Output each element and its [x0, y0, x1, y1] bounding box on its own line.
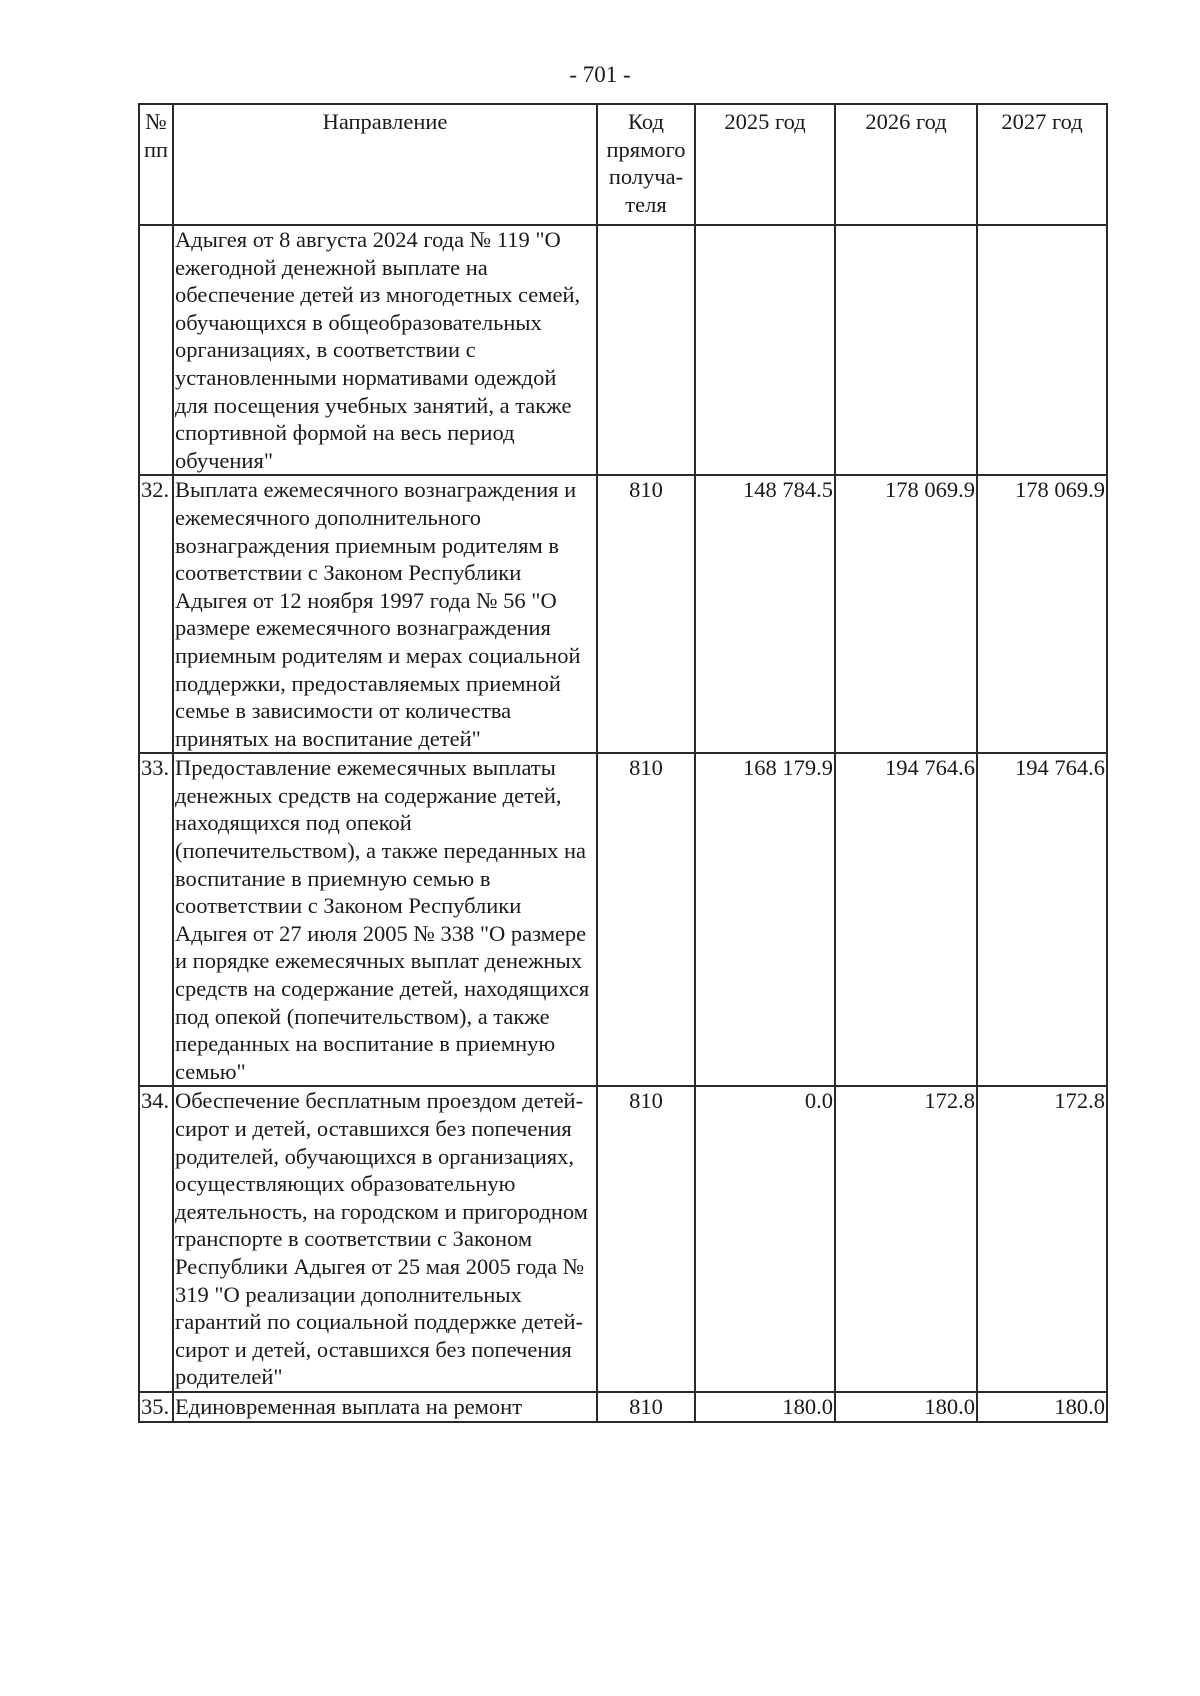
row-value-2025: [695, 225, 835, 475]
row-direction: Единовременная выплата на ремонт: [173, 1392, 597, 1422]
row-number: 33.: [139, 753, 173, 1086]
row-value-2027: 172.8: [977, 1086, 1107, 1392]
row-value-2027: 178 069.9: [977, 475, 1107, 753]
row-number: 34.: [139, 1086, 173, 1392]
header-direction: Направление: [173, 104, 597, 225]
row-value-2026: [835, 225, 977, 475]
table-row: [139, 475, 1107, 753]
row-value-2025: 0.0: [695, 1086, 835, 1392]
header-code: Код прямого получа-теля: [597, 104, 695, 225]
header-2027: 2027 год: [977, 104, 1107, 225]
row-code: 810: [597, 1086, 695, 1392]
table-header-row: [139, 104, 1107, 225]
row-number: [139, 225, 173, 475]
table-row: [139, 1392, 1107, 1422]
row-value-2026: 194 764.6: [835, 753, 977, 1086]
row-value-2025: 180.0: [695, 1392, 835, 1422]
row-value-2025: 148 784.5: [695, 475, 835, 753]
row-value-2026: 180.0: [835, 1392, 977, 1422]
row-code: 810: [597, 475, 695, 753]
header-num: № пп: [139, 104, 173, 225]
row-value-2026: 178 069.9: [835, 475, 977, 753]
row-value-2027: 180.0: [977, 1392, 1107, 1422]
row-direction: Предоставление ежемесячных выплаты денежных средств на содержание детей, находящихся под опекой (попечительством), а также переданных на воспитание в приемную семью в соответствии с Законом Республики Адыгея от 27 июля 2005 № 338 "О размере и порядке ежемесячных выплат денежных средств на содержание детей, находящихся под опекой (попечительством), а также переданных на воспитание в приемную семью": [173, 753, 597, 1086]
row-code: 810: [597, 753, 695, 1086]
row-value-2027: 194 764.6: [977, 753, 1107, 1086]
table-row: [139, 1086, 1107, 1392]
row-number: 35.: [139, 1392, 173, 1422]
table-row: [139, 753, 1107, 1086]
row-direction: Обеспечение бесплатным проездом детей-сирот и детей, оставшихся без попечения родителей, обучающихся в организациях, осуществляющих образовательную деятельность, на городском и пригородном транспорте в соответствии с Законом Республики Адыгея от 25 мая 2005 года № 319 "О реализации дополнительных гарантий по социальной поддержке детей-сирот и детей, оставшихся без попечения родителей": [173, 1086, 597, 1392]
row-value-2027: [977, 225, 1107, 475]
row-direction: Адыгея от 8 августа 2024 года № 119 "О ежегодной денежной выплате на обеспечение детей из многодетных семей, обучающихся в общеобразовательных организациях, в соответствии с установленными нормативами одеждой для посещения учебных занятий, а также спортивной формой на весь период обучения": [173, 225, 597, 475]
table-row: [139, 225, 1107, 475]
row-direction: Выплата ежемесячного вознаграждения и ежемесячного дополнительного вознаграждения приемным родителям в соответствии с Законом Республики Адыгея от 12 ноября 1997 года № 56 "О размере ежемесячного вознаграждения приемным родителям и мерах социальной поддержки, предоставляемых приемной семье в зависимости от количества принятых на воспитание детей": [173, 475, 597, 753]
row-code: 810: [597, 1392, 695, 1422]
row-number: 32.: [139, 475, 173, 753]
row-value-2026: 172.8: [835, 1086, 977, 1392]
header-2026: 2026 год: [835, 104, 977, 225]
page-number: - 701 -: [569, 62, 631, 87]
budget-table: [138, 103, 1108, 1423]
row-value-2025: 168 179.9: [695, 753, 835, 1086]
header-2025: 2025 год: [695, 104, 835, 225]
row-code: [597, 225, 695, 475]
